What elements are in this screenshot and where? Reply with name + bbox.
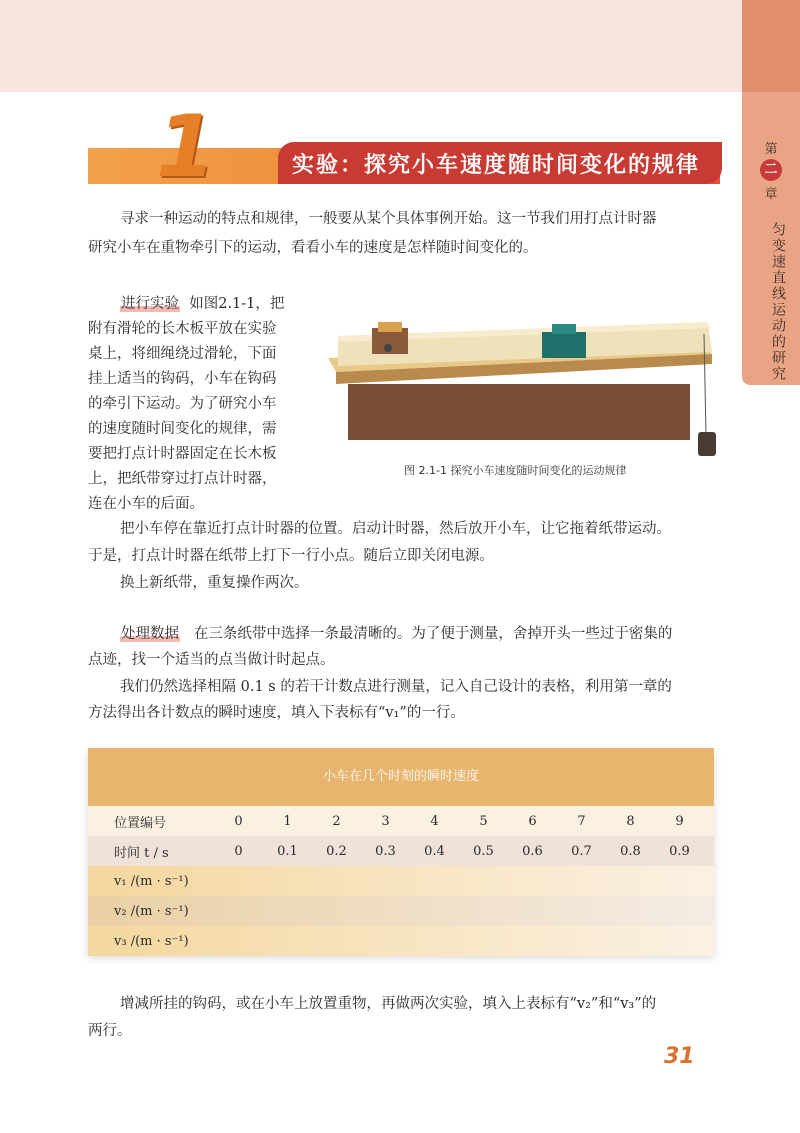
table-cell: 0 — [234, 813, 243, 829]
experiment-line-1 — [120, 292, 284, 317]
process-line-1 — [120, 622, 672, 647]
table-cell: 0.8 — [620, 843, 641, 859]
experiment-line-3: 桌上，将细绳绕过滑轮，下面 — [88, 346, 277, 362]
row-label: v₂ /(m · s⁻¹) — [114, 903, 189, 919]
table-cell: 2 — [332, 813, 341, 829]
table-row — [88, 926, 714, 956]
table-cell: 6 — [528, 813, 537, 829]
table-cell: 4 — [430, 813, 439, 829]
table-cell: 0.7 — [571, 843, 592, 859]
table-row — [88, 866, 714, 896]
table-cell: 9 — [675, 813, 684, 829]
table-cell: 0.6 — [522, 843, 543, 859]
chapter-side-tab-top — [742, 0, 800, 92]
table-row — [88, 836, 714, 866]
header-band — [0, 0, 742, 92]
chapter-label — [742, 138, 800, 202]
section-number: 1 — [156, 97, 216, 197]
after-line-2: 于是，打点计时器在纸带上打下一行小点。随后立即关闭电源。 — [88, 548, 494, 564]
experiment-line-2: 附有滑轮的长木板平放在实验 — [88, 321, 277, 337]
experiment-line-8: 上，把纸带穿过打点计时器， — [88, 471, 277, 487]
row-label: v₁ /(m · s⁻¹) — [114, 873, 189, 889]
experiment-line-6: 的速度随时间变化的规律，需 — [88, 421, 277, 437]
page-number: 31 — [664, 1044, 695, 1069]
table-cell: 0.5 — [473, 843, 494, 859]
table-cell: 0.4 — [424, 843, 445, 859]
table-cell: 3 — [381, 813, 390, 829]
table-cell: 0.9 — [669, 843, 690, 859]
row-label: 时间 t / s — [114, 845, 169, 861]
row-label: v₃ /(m · s⁻¹) — [114, 933, 189, 949]
process-text: 在三条纸带中选择一条最清晰的。为了便于测量，舍掉开头一些过于密集的 — [193, 626, 673, 642]
process-line-2: 点迹，找一个适当的点当做计时起点。 — [88, 652, 335, 668]
intro-line-2: 研究小车在重物牵引下的运动，看看小车的速度是怎样随时间变化的。 — [88, 240, 538, 256]
table-cell: 5 — [479, 813, 488, 829]
experiment-line-7: 要把打点计时器固定在长木板 — [88, 446, 277, 462]
table-cell: 7 — [577, 813, 586, 829]
velocity-table — [88, 748, 714, 954]
experiment-apparatus-figure — [328, 314, 718, 466]
process-line-3: 我们仍然选择相隔 0.1 s 的若干计数点进行测量，记入自己设计的表格，利用第一章的 — [120, 679, 672, 695]
chapter-prefix: 第 — [764, 142, 778, 157]
chapter-number: 二 — [760, 159, 782, 181]
table-cell: 0.3 — [375, 843, 396, 859]
row-label: 位置编号 — [114, 815, 167, 831]
table-cell: 0.2 — [326, 843, 347, 859]
experiment-line-9: 连在小车的后面。 — [88, 496, 204, 512]
table-cell: 1 — [283, 813, 292, 829]
closing-line-2: 两行。 — [88, 1023, 132, 1039]
table-cell: 0.1 — [277, 843, 298, 859]
table-title: 小车在几个时刻的瞬时速度 — [88, 748, 714, 806]
experiment-line-5: 的牵引下运动。为了研究小车 — [88, 396, 277, 412]
experiment-line-4: 挂上适当的钩码，小车在钩码 — [88, 371, 277, 387]
closing-line-1: 增减所挂的钩码，或在小车上放置重物，再做两次实验，填入上表标有“v₂”和“v₃”的 — [120, 996, 657, 1012]
after-line-1: 把小车停在靠近打点计时器的位置。启动计时器，然后放开小车，让它拖着纸带运动。 — [120, 521, 671, 537]
process-line-4: 方法得出各计数点的瞬时速度，填入下表标有“v₁”的一行。 — [88, 705, 465, 721]
intro-line-1: 寻求一种运动的特点和规律，一般要从某个具体事例开始。这一节我们用打点计时器 — [120, 211, 657, 227]
table-cell: 0 — [234, 843, 243, 859]
table-cell: 8 — [626, 813, 635, 829]
chapter-title: 匀变速直线运动的研究 — [770, 222, 786, 382]
chapter-suffix: 章 — [764, 187, 778, 202]
section-title: 实验：探究小车速度随时间变化的规律 — [292, 152, 701, 178]
table-row — [88, 806, 714, 836]
process-heading: 处理数据 — [121, 626, 179, 642]
experiment-heading: 进行实验 — [121, 296, 179, 312]
table-row — [88, 896, 714, 926]
after-line-3: 换上新纸带，重复操作两次。 — [120, 575, 309, 591]
experiment-text: 如图2.1-1，把 — [189, 296, 285, 312]
figure-caption: 图 2.1-1 探究小车速度随时间变化的运动规律 — [404, 464, 627, 477]
